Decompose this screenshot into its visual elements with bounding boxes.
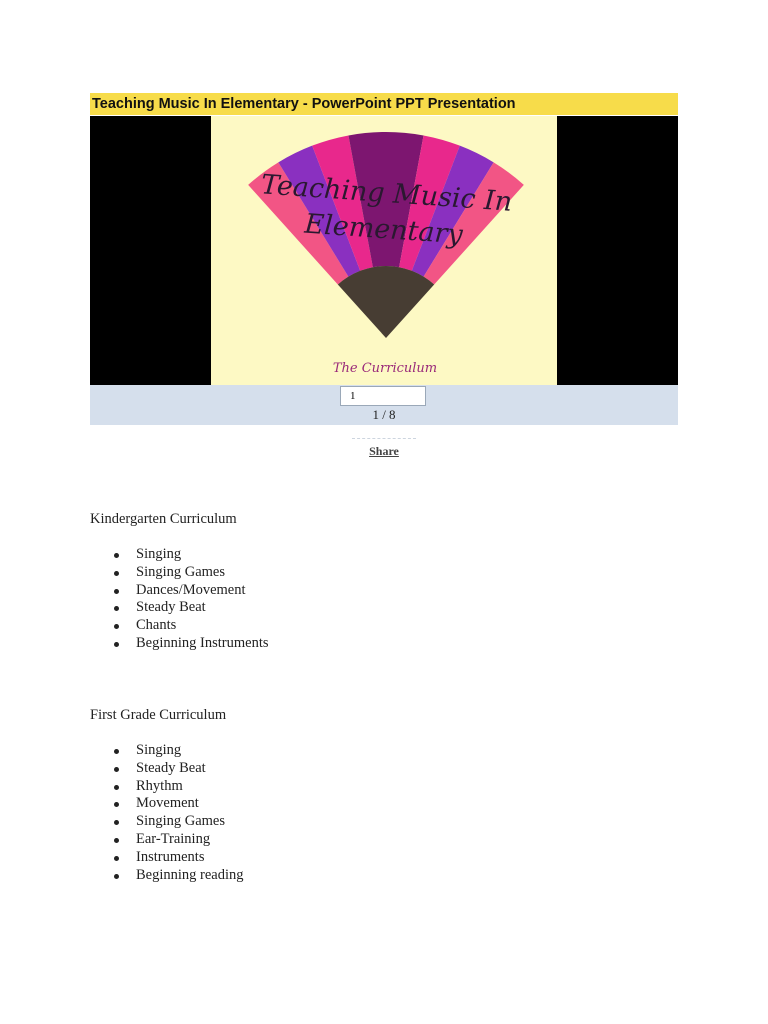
list-item: Dances/Movement: [90, 582, 269, 600]
list-item: Singing Games: [90, 564, 269, 582]
list-item: Beginning Instruments: [90, 635, 269, 653]
slide-controls: [90, 385, 678, 425]
list-item: Ear-Training: [90, 831, 244, 849]
list-item: Movement: [90, 795, 244, 813]
first-grade-list: [90, 742, 244, 884]
list-item: Steady Beat: [90, 599, 269, 617]
share-link[interactable]: Share: [369, 444, 399, 458]
list-item: Singing: [90, 742, 244, 760]
list-item: Rhythm: [90, 778, 244, 796]
slide-viewer: [90, 116, 678, 385]
presentation-title: Teaching Music In Elementary - PowerPoint PPT Presentation: [90, 93, 678, 115]
first-grade-heading: First Grade Curriculum: [90, 707, 227, 723]
page-counter: 1 / 8: [372, 407, 396, 422]
slide-title-line-1: Teaching Music In: [259, 169, 514, 218]
list-item: Singing: [90, 546, 269, 564]
list-item: Steady Beat: [90, 760, 244, 778]
list-item: Instruments: [90, 849, 244, 867]
fan-hub: [338, 266, 434, 338]
slide-1: [211, 116, 557, 385]
list-item: Singing Games: [90, 813, 244, 831]
kindergarten-heading: Kindergarten Curriculum: [90, 511, 237, 527]
kindergarten-list: [90, 546, 269, 653]
list-item: Beginning reading: [90, 867, 244, 885]
page-number-input[interactable]: [340, 386, 426, 406]
slide-subtitle: The Curriculum: [332, 361, 438, 376]
fan-graphic: [211, 116, 557, 385]
list-item: Chants: [90, 617, 269, 635]
slide-title-line-2: Elementary: [303, 208, 464, 251]
divider: [352, 438, 416, 440]
